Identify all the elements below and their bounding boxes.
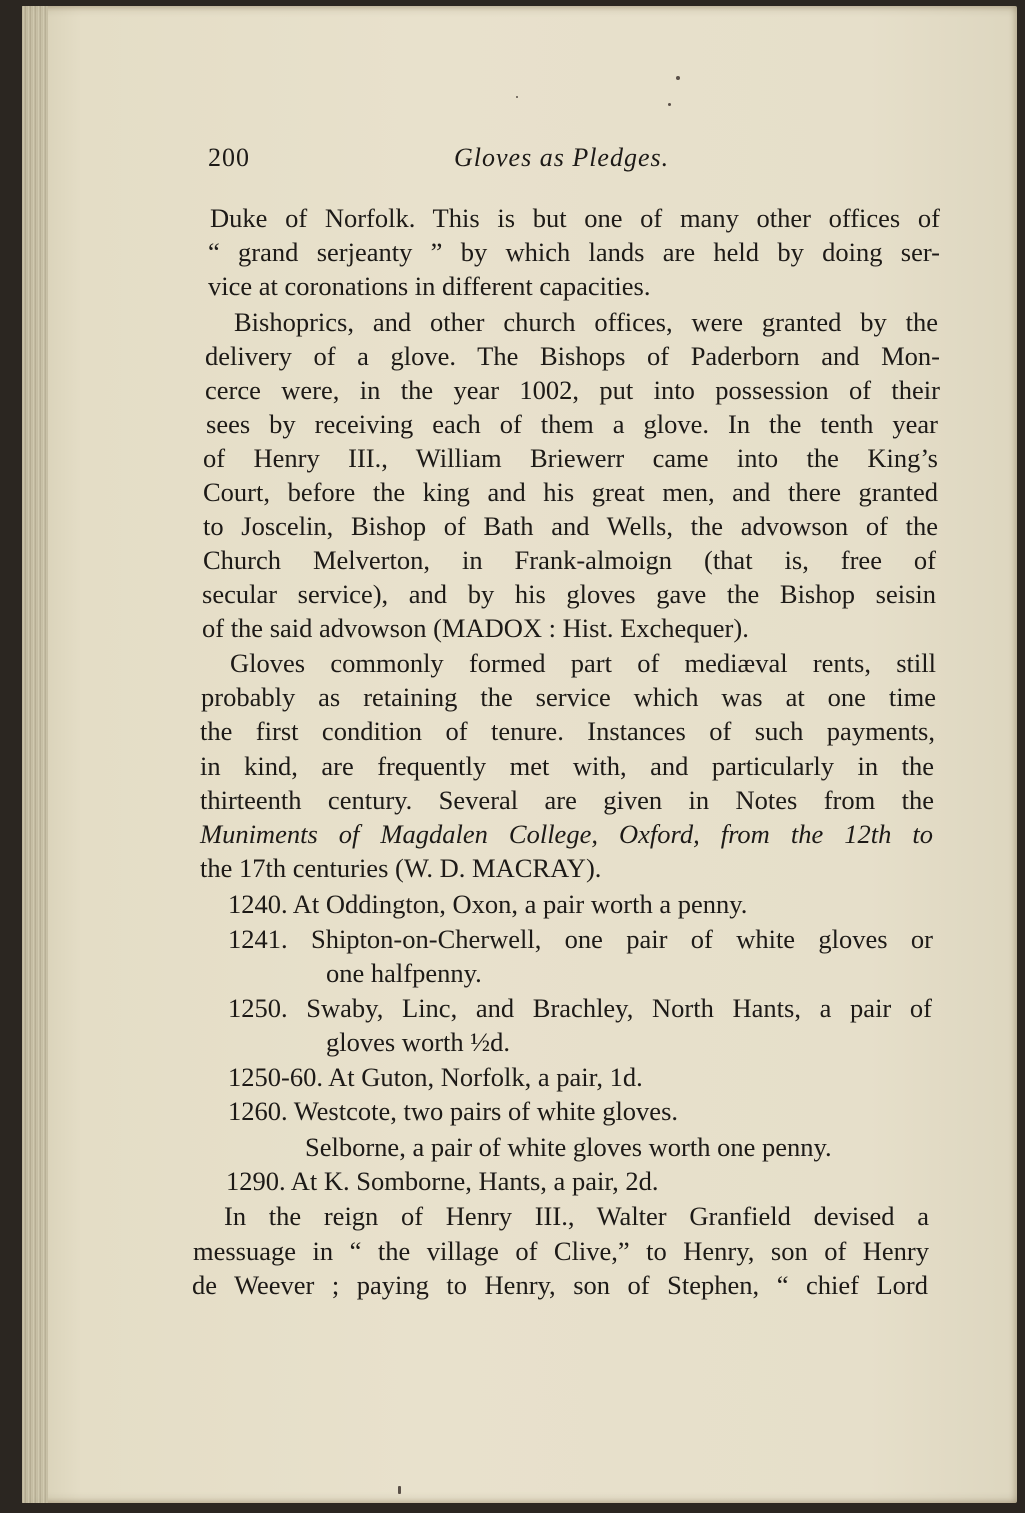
text-line: thirteenth century. Several are given in Notes from the (200, 785, 934, 815)
text-line: “ grand serjeanty ” by which lands are held by doing ser- (208, 237, 940, 267)
text-line: to Joscelin, Bishop of Bath and Wells, the advowson of the (203, 511, 938, 541)
list-entry-continuation: gloves worth ½d. (326, 1027, 511, 1057)
list-entry: 1241. Shipton-on-Cherwell, one pair of white gloves or (228, 924, 933, 954)
list-entry: 1240. At Oddington, Oxon, a pair worth a penny. (228, 889, 748, 919)
paper-speck (676, 76, 680, 80)
paper-speck (668, 103, 671, 106)
text-line: in kind, are frequently met with, and particularly in the (200, 751, 934, 781)
text-line: In the reign of Henry III., Walter Granfield devised a (224, 1201, 929, 1231)
text-line: cerce were, in the year 1002, put into possession of their (205, 375, 940, 405)
list-entry-continuation: one halfpenny. (326, 958, 482, 988)
list-entry: 1260. Westcote, two pairs of white gloves. (228, 1096, 679, 1126)
text-line: Duke of Norfolk. This is but one of many other offices of (210, 203, 940, 233)
text-line: vice at coronations in different capacities. (208, 271, 651, 301)
text-line: secular service), and by his gloves gave the Bishop seisin (202, 579, 936, 609)
text-line: probably as retaining the service which was at one time (201, 682, 936, 712)
text-line: Church Melverton, in Frank-almoign (that is, free of (203, 545, 936, 575)
text-line: of Henry III., William Briewerr came into the King’s (203, 443, 938, 473)
text-line: Bishoprics, and other church offices, were granted by the (234, 307, 938, 337)
list-entry: 1290. At K. Somborne, Hants, a pair, 2d. (226, 1166, 659, 1196)
list-entry: Selborne, a pair of white gloves worth one penny. (305, 1132, 832, 1162)
paper-speck (516, 96, 518, 98)
text-line: de Weever ; paying to Henry, son of Stephen, “ chief Lord (192, 1270, 928, 1300)
text-line: messuage in “ the village of Clive,” to Henry, son of Henry (193, 1236, 929, 1266)
list-entry: 1250-60. At Guton, Norfolk, a pair, 1d. (228, 1062, 643, 1092)
page-number: 200 (208, 143, 250, 172)
text-line: the 17th centuries (W. D. MACRAY). (200, 853, 602, 883)
list-entry: 1250. Swaby, Linc, and Brachley, North Hants, a pair of (228, 993, 932, 1023)
text-line: delivery of a glove. The Bishops of Paderborn and Mon- (205, 341, 940, 371)
text-line: Gloves commonly formed part of mediæval rents, still (230, 648, 936, 678)
text-line: Muniments of Magdalen College, Oxford, from the 12th to (200, 819, 933, 849)
text-line: sees by receiving each of them a glove. In the tenth year (206, 409, 938, 439)
running-title: Gloves as Pledges. (454, 143, 670, 172)
text-line: the first condition of tenure. Instances of such payments, (200, 716, 935, 746)
text-line: Court, before the king and his great men, and there granted (203, 477, 938, 507)
text-line: of the said advowson (MADOX : Hist. Exchequer). (202, 613, 749, 643)
paper-speck (398, 1486, 401, 1494)
